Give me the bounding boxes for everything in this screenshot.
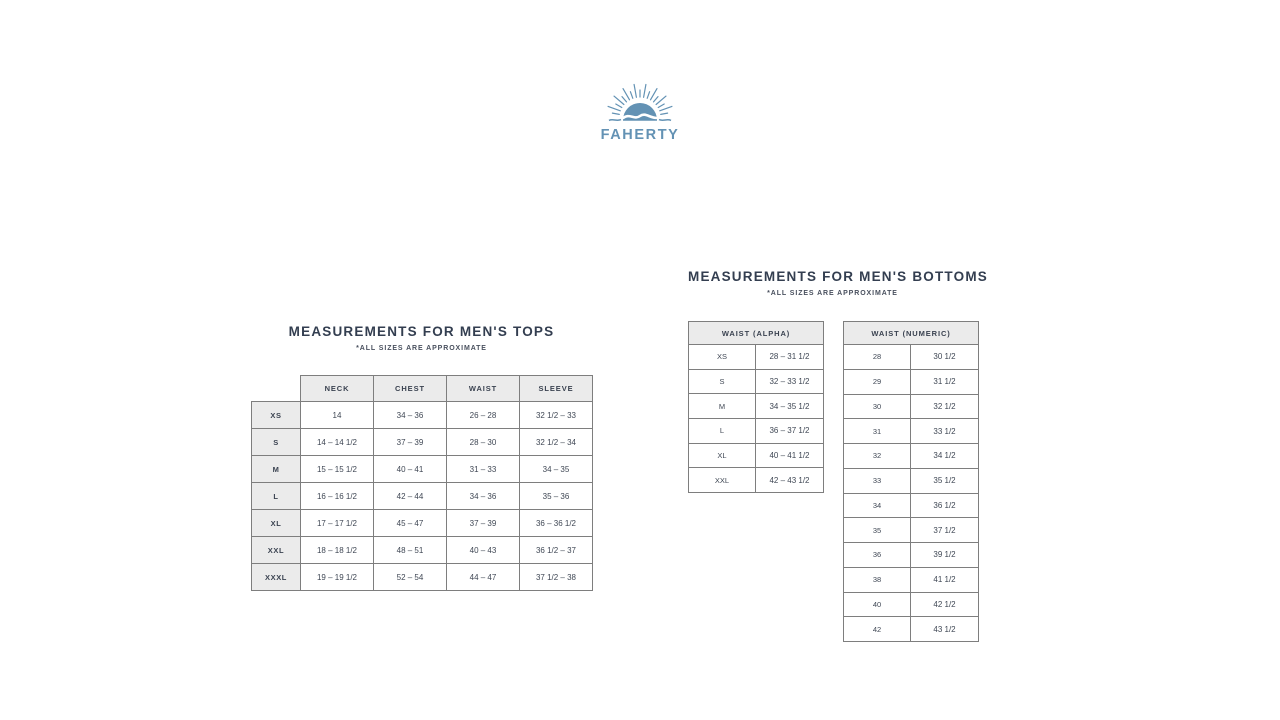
table-row — [252, 402, 593, 429]
numeric-value: 41 1/2 — [911, 567, 979, 592]
alpha-header-row — [689, 322, 824, 345]
numeric-value: 31 1/2 — [911, 369, 979, 394]
table-row — [689, 468, 824, 493]
chest-value: 42 – 44 — [374, 483, 447, 510]
numeric-waist: 28 — [844, 345, 911, 370]
chest-value: 34 – 36 — [374, 402, 447, 429]
table-row — [844, 419, 979, 444]
table-row — [844, 345, 979, 370]
table-row — [689, 443, 824, 468]
alpha-range: 42 – 43 1/2 — [756, 468, 824, 493]
numeric-value: 39 1/2 — [911, 543, 979, 568]
alpha-range: 36 – 37 1/2 — [756, 419, 824, 444]
table-row — [844, 592, 979, 617]
sleeve-value: 37 1/2 – 38 — [520, 564, 593, 591]
waist-numeric-table — [843, 321, 979, 642]
alpha-range: 32 – 33 1/2 — [756, 369, 824, 394]
chest-value: 52 – 54 — [374, 564, 447, 591]
table-row — [252, 483, 593, 510]
brand-wordmark: FAHERTY — [600, 127, 680, 143]
sleeve-value: 36 – 36 1/2 — [520, 510, 593, 537]
numeric-waist: 40 — [844, 592, 911, 617]
size-label: S — [252, 429, 301, 456]
numeric-value: 34 1/2 — [911, 444, 979, 469]
table-row — [844, 617, 979, 642]
tops-header-row — [252, 376, 593, 402]
numeric-header: WAIST (NUMERIC) — [844, 322, 979, 345]
alpha-header: WAIST (ALPHA) — [689, 322, 824, 345]
numeric-waist: 38 — [844, 567, 911, 592]
numeric-waist: 29 — [844, 369, 911, 394]
alpha-range: 28 – 31 1/2 — [756, 345, 824, 370]
tops-col-neck: NECK — [301, 376, 374, 402]
numeric-waist: 33 — [844, 468, 911, 493]
numeric-value: 42 1/2 — [911, 592, 979, 617]
numeric-waist: 31 — [844, 419, 911, 444]
chest-value: 40 – 41 — [374, 456, 447, 483]
alpha-size: XS — [689, 345, 756, 370]
waist-value: 28 – 30 — [447, 429, 520, 456]
tops-subtitle: *ALL SIZES ARE APPROXIMATE — [356, 345, 487, 352]
alpha-size: XL — [689, 443, 756, 468]
alpha-range: 34 – 35 1/2 — [756, 394, 824, 419]
table-row — [844, 493, 979, 518]
table-row — [252, 510, 593, 537]
size-label: XXL — [252, 537, 301, 564]
waist-value: 31 – 33 — [447, 456, 520, 483]
alpha-size: M — [689, 394, 756, 419]
numeric-waist: 32 — [844, 444, 911, 469]
tops-title: MEASUREMENTS FOR MEN'S TOPS — [288, 324, 555, 339]
tops-col-sleeve: SLEEVE — [520, 376, 593, 402]
size-label: XS — [252, 402, 301, 429]
alpha-size: S — [689, 369, 756, 394]
alpha-size: L — [689, 419, 756, 444]
sleeve-value: 34 – 35 — [520, 456, 593, 483]
table-row — [844, 543, 979, 568]
waist-value: 40 – 43 — [447, 537, 520, 564]
numeric-value: 43 1/2 — [911, 617, 979, 642]
sleeve-value: 35 – 36 — [520, 483, 593, 510]
faherty-logo[interactable] — [570, 70, 710, 143]
table-row — [844, 394, 979, 419]
tops-col-waist: WAIST — [447, 376, 520, 402]
numeric-waist: 36 — [844, 543, 911, 568]
table-row — [844, 518, 979, 543]
alpha-size: XXL — [689, 468, 756, 493]
table-row — [689, 394, 824, 419]
bottoms-section — [688, 269, 988, 642]
numeric-value: 35 1/2 — [911, 468, 979, 493]
numeric-value: 37 1/2 — [911, 518, 979, 543]
chest-value: 45 – 47 — [374, 510, 447, 537]
sleeve-value: 36 1/2 – 37 — [520, 537, 593, 564]
tops-corner-cell — [252, 376, 301, 402]
numeric-value: 30 1/2 — [911, 345, 979, 370]
numeric-value: 32 1/2 — [911, 394, 979, 419]
neck-value: 19 – 19 1/2 — [301, 564, 374, 591]
waist-value: 44 – 47 — [447, 564, 520, 591]
sleeve-value: 32 1/2 – 34 — [520, 429, 593, 456]
neck-value: 14 — [301, 402, 374, 429]
table-row — [689, 369, 824, 394]
waist-value: 37 – 39 — [447, 510, 520, 537]
chest-value: 37 – 39 — [374, 429, 447, 456]
neck-value: 17 – 17 1/2 — [301, 510, 374, 537]
numeric-waist: 30 — [844, 394, 911, 419]
table-row — [252, 537, 593, 564]
numeric-header-row — [844, 322, 979, 345]
table-row — [844, 468, 979, 493]
tops-section — [251, 324, 592, 591]
neck-value: 18 – 18 1/2 — [301, 537, 374, 564]
numeric-waist: 34 — [844, 493, 911, 518]
tops-col-chest: CHEST — [374, 376, 447, 402]
table-row — [689, 419, 824, 444]
neck-value: 14 – 14 1/2 — [301, 429, 374, 456]
numeric-value: 33 1/2 — [911, 419, 979, 444]
neck-value: 16 – 16 1/2 — [301, 483, 374, 510]
size-label: L — [252, 483, 301, 510]
numeric-waist: 35 — [844, 518, 911, 543]
table-row — [844, 444, 979, 469]
numeric-waist: 42 — [844, 617, 911, 642]
waist-value: 34 – 36 — [447, 483, 520, 510]
waist-value: 26 – 28 — [447, 402, 520, 429]
neck-value: 15 – 15 1/2 — [301, 456, 374, 483]
table-row — [252, 429, 593, 456]
size-label: M — [252, 456, 301, 483]
chest-value: 48 – 51 — [374, 537, 447, 564]
table-row — [252, 456, 593, 483]
size-label: XXXL — [252, 564, 301, 591]
table-row — [689, 345, 824, 370]
size-label: XL — [252, 510, 301, 537]
table-row — [252, 564, 593, 591]
sleeve-value: 32 1/2 – 33 — [520, 402, 593, 429]
faherty-sun-icon — [570, 70, 710, 126]
tops-size-table — [251, 375, 593, 591]
numeric-value: 36 1/2 — [911, 493, 979, 518]
table-row — [844, 567, 979, 592]
alpha-range: 40 – 41 1/2 — [756, 443, 824, 468]
bottoms-title: MEASUREMENTS FOR MEN'S BOTTOMS — [688, 269, 988, 284]
table-row — [844, 369, 979, 394]
waist-alpha-table — [688, 321, 824, 493]
bottoms-subtitle: *ALL SIZES ARE APPROXIMATE — [767, 290, 898, 297]
